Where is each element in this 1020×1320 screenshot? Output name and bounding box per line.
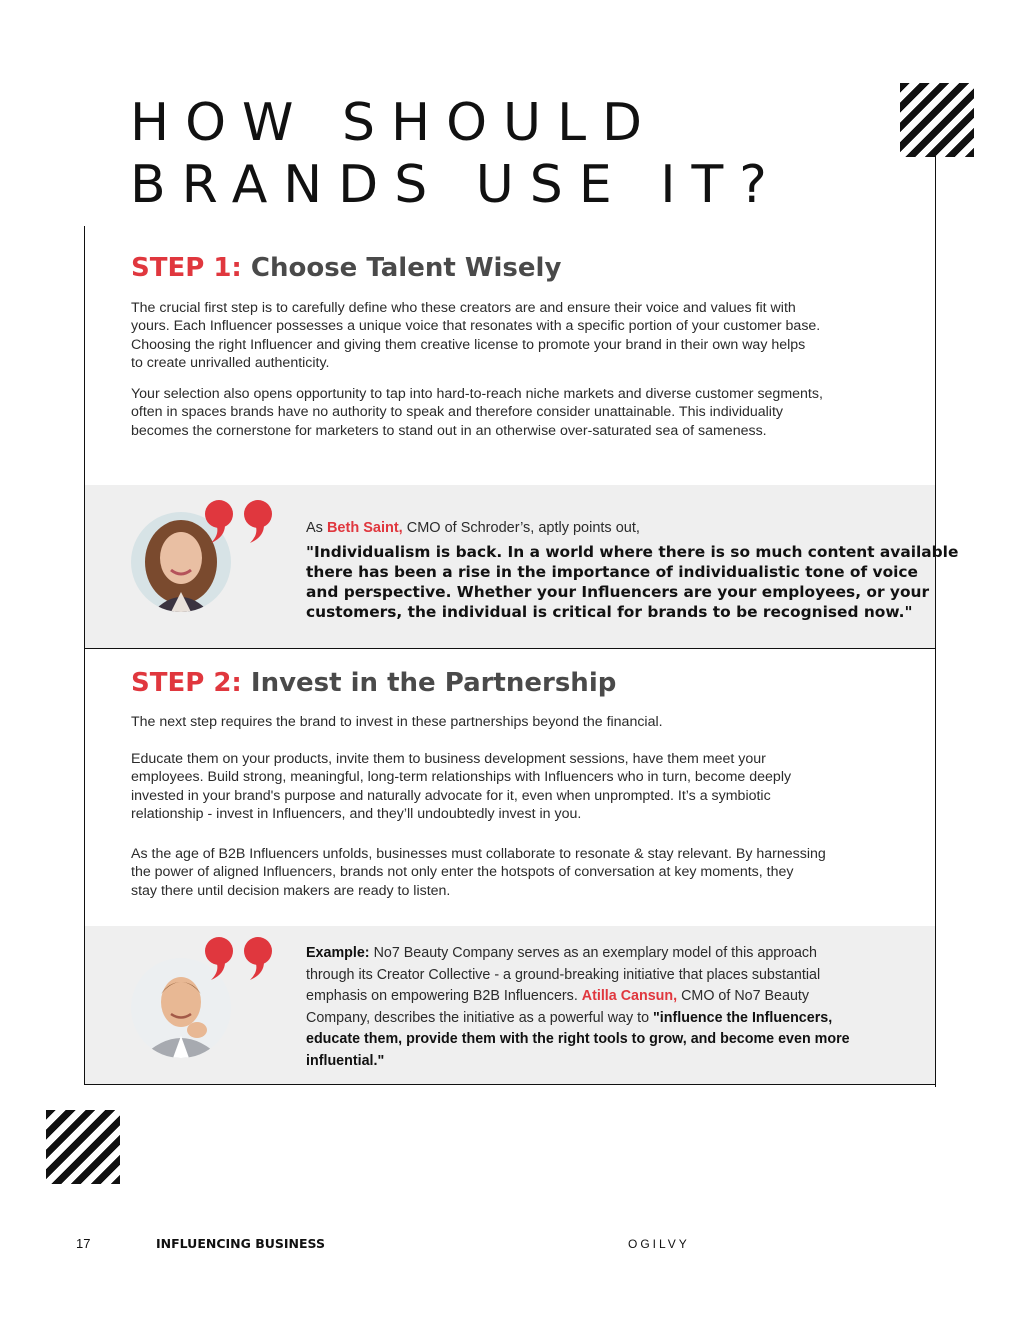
example-line-text: CMO of No7 Beauty — [681, 988, 810, 1005]
quote-marks-icon — [203, 499, 275, 543]
frame-divider — [84, 648, 936, 649]
step2-heading — [131, 667, 616, 699]
text-line: Choosing the right Influencer and giving them creative license to promote your brand in their own way helps — [131, 336, 806, 353]
text-line: stay there until decision makers are ready to listen. — [131, 882, 451, 899]
quote-marks-icon — [203, 936, 275, 980]
quote-line: "Individualism is back. In a world where there is so much content available — [306, 543, 959, 561]
text-line: relationship - invest in Influencers, and they’ll undoubtedly invest in you. — [131, 806, 582, 823]
example-person-name: Atilla Cansun, — [581, 988, 678, 1005]
example-text — [306, 943, 918, 1073]
stripes-decoration-icon — [46, 1110, 120, 1184]
quote-beth-saint — [306, 518, 958, 622]
text-line: invested in your brand's purpose and naturally advocate for it, even when unprompted. It’s a symbiotic — [131, 787, 771, 804]
quote-person-name: Beth Saint, — [326, 520, 403, 536]
quote-line: and perspective. Whether your Influencers are your employees, or your — [306, 583, 930, 601]
quote-line: there has been a rise in the importance of individualistic tone of voice — [306, 563, 918, 581]
step1-number: STEP 1: — [131, 253, 242, 283]
step2-title: Invest in the Partnership — [250, 668, 617, 698]
step1-paragraph-2 — [131, 385, 901, 440]
example-line — [306, 986, 918, 1008]
page-title-line-1: HOW SHOULD — [130, 93, 659, 153]
example-line-text: emphasis on empowering B2B Influencers. — [306, 988, 578, 1005]
page-title-line-2: BRANDS USE IT? — [130, 155, 783, 215]
step1-heading — [131, 252, 561, 284]
page-title — [130, 92, 783, 216]
text-line: employees. Build strong, meaningful, long-term relationships with Influencers who in turn, become deeply — [131, 769, 792, 786]
text-line: to create unrivalled authenticity. — [131, 355, 330, 372]
text-line: becomes the cornerstone for marketers to stand out in an otherwise over-saturated sea of sameness. — [131, 422, 767, 439]
text-line: As the age of B2B Influencers unfolds, businesses must collaborate to resonate & stay relevant. By harnessing — [131, 846, 826, 862]
page-number: 17 — [76, 1236, 91, 1251]
text-line: often in spaces brands have no authority to speak and therefore consider unattainable. This individuality — [131, 404, 783, 421]
text-line: The crucial first step is to carefully define who these creators are and ensure their voice and values fit with — [131, 300, 796, 316]
text-line: the power of aligned Influencers, brands not only enter the hotspots of conversation at key moments, they — [131, 864, 794, 881]
example-line — [306, 1008, 918, 1030]
example-quote-line: educate them, provide them with the right tools to grow, and become even more — [306, 1031, 850, 1048]
quote-intro — [306, 518, 958, 538]
step2-paragraph-1 — [131, 713, 901, 731]
example-label: Example: — [306, 945, 370, 961]
step1-paragraph-1 — [131, 299, 901, 373]
text-line: yours. Each Influencer possesses a unique voice that resonates with a specific portion of your customer base. — [131, 318, 821, 335]
step2-number: STEP 2: — [131, 668, 242, 698]
text-line: Educate them on your products, invite them to business development sessions, have them meet your — [131, 751, 766, 767]
step2-paragraph-2 — [131, 750, 901, 824]
step2-paragraph-3 — [131, 845, 901, 900]
quote-line: customers, the individual is critical for brands to be recognised now." — [306, 603, 913, 621]
text-line: Your selection also opens opportunity to tap into hard-to-reach niche markets and diverse customer segments, — [131, 386, 823, 402]
example-quote-line: influential." — [306, 1052, 385, 1069]
step1-title: Choose Talent Wisely — [250, 253, 562, 283]
example-quote-start: "influence the Influencers, — [653, 1009, 833, 1026]
example-line — [306, 943, 918, 965]
publication-name: INFLUENCING BUSINESS — [156, 1236, 325, 1251]
example-line: through its Creator Collective - a ground-breaking initiative that places substantial — [306, 966, 821, 983]
text-line: The next step requires the brand to invest in these partnerships beyond the financial. — [131, 714, 663, 730]
stripes-decoration-icon — [900, 83, 974, 157]
frame-bottom-line — [84, 1084, 936, 1085]
example-line-text: No7 Beauty Company serves as an exemplary model of this approach — [373, 945, 817, 961]
brand-logo-text: OGILVY — [628, 1237, 690, 1251]
quote-intro-suffix: CMO of Schroder’s, aptly points out, — [406, 520, 640, 536]
quote-intro-prefix: As — [306, 520, 323, 536]
example-line-text: Company, describes the initiative as a powerful way to — [306, 1009, 650, 1026]
